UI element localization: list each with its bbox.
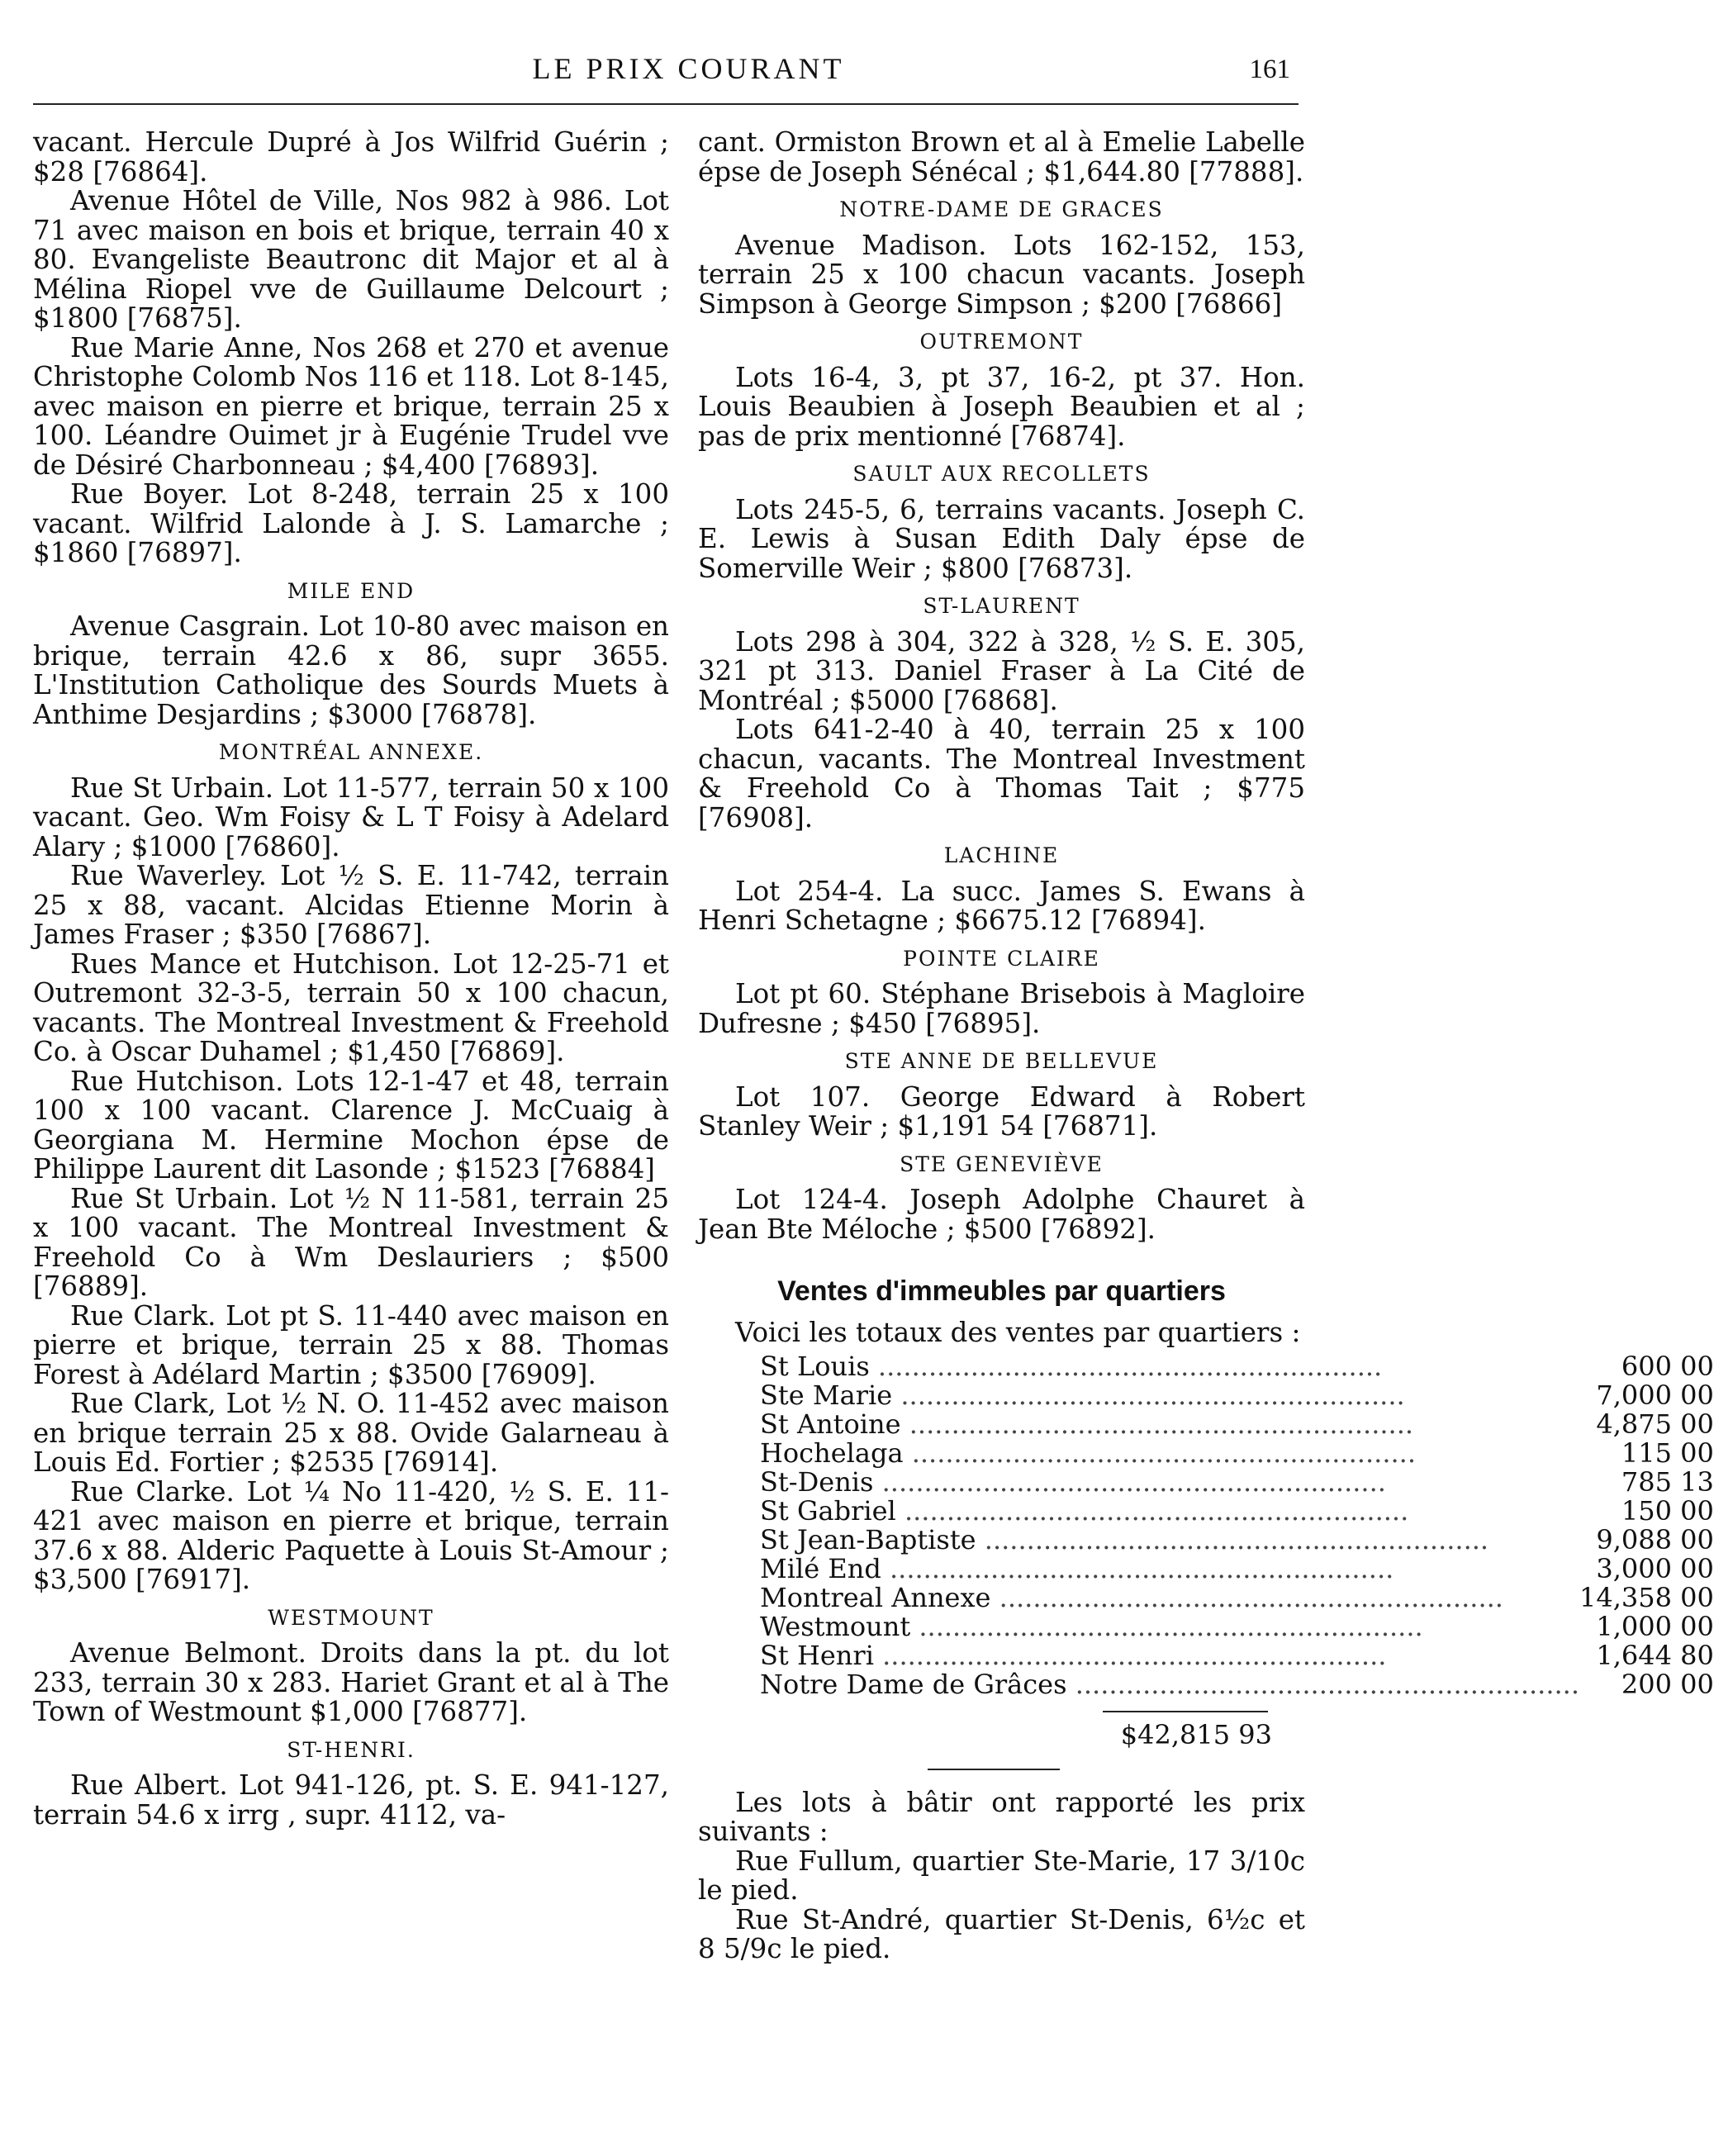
- paragraph: Rue Fullum, quartier Ste-Marie, 17 3/10c le pied.: [698, 1845, 1305, 1906]
- paragraph: Lot 107. George Edward à Robert Stanley Weir ; $1,191 54 [76871].: [698, 1080, 1305, 1142]
- quartier-label: St Jean-Baptiste: [760, 1524, 976, 1555]
- leader-dots: ............................................................: [881, 1553, 1394, 1584]
- leader-dots: ............................................................: [903, 1437, 1416, 1469]
- quartier-amount: 785 13: [1621, 1466, 1714, 1498]
- totals-row: [760, 1555, 1714, 1584]
- paragraph: Lot pt 60. Stéphane Brisebois à Magloire Dufresne ; $450 [76895].: [698, 978, 1305, 1039]
- quartier-amount: 1,000 00: [1596, 1611, 1714, 1642]
- paragraph: Rue Boyer. Lot 8-248, terrain 25 x 100 vacant. Wilfrid Lalonde à J. S. Lamarche ; $1860 [76897].: [33, 478, 669, 568]
- quartier-amount: 1,644 80: [1596, 1640, 1714, 1671]
- leader-dots: ............................................................: [869, 1351, 1383, 1382]
- paragraph: Rue Clarke. Lot ¼ No 11-420, ½ S. E. 11-421 avec maison en pierre et brique, terrain 37.6 x 88. Alderic Paquette à Louis St-Amour ; $3,500 [76917].: [33, 1475, 669, 1595]
- section-heading: ST-LAURENT: [923, 594, 1080, 618]
- paragraph: Les lots à bâtir ont rapporté les prix suivants :: [698, 1786, 1305, 1847]
- quartier-label: St Gabriel: [760, 1495, 896, 1527]
- section-heading: MILE END: [287, 578, 415, 603]
- quartier-name: [760, 1468, 1579, 1497]
- paragraph: Avenue Belmont. Droits dans la pt. du lot 233, terrain 30 x 283. Hariet Grant et al à The Town of Westmount $1,000 [76877].: [33, 1637, 669, 1727]
- paragraph: Lot 124-4. Joseph Adolphe Chauret à Jean Bte Méloche ; $500 [76892].: [698, 1184, 1305, 1245]
- quartier-name: [760, 1584, 1579, 1612]
- quartier-label: St-Denis: [760, 1466, 874, 1498]
- totals-row: [760, 1352, 1714, 1381]
- quartier-name: [760, 1439, 1579, 1468]
- paragraph: Lots 245-5, 6, terrains vacants. Joseph C. E. Lewis à Susan Edith Daly épse de Somerville Weir ; $800 [76873].: [698, 493, 1305, 584]
- quartier-label: Westmount: [760, 1611, 911, 1642]
- leader-dots: ............................................................: [892, 1380, 1405, 1411]
- paragraph: Rue St Urbain. Lot ½ N 11-581, terrain 25 x 100 vacant. The Montreal Investment & Freehold Co à Wm Deslauriers ; $500 [76889].: [33, 1182, 669, 1302]
- totals-row: [760, 1410, 1714, 1439]
- quartier-label: St Antoine: [760, 1408, 901, 1440]
- ventes-heading: Ventes d'immeubles par quartiers: [777, 1275, 1226, 1307]
- paragraph: vacant. Hercule Dupré à Jos Wilfrid Guérin ; $28 [76864].: [33, 126, 669, 188]
- divider: [928, 1769, 1060, 1770]
- paragraph: Avenue Madison. Lots 162-152, 153, terrain 25 x 100 chacun vacants. Joseph Simpson à George Simpson ; $200 [76866]: [698, 229, 1305, 320]
- leader-dots: ............................................................: [976, 1524, 1489, 1555]
- quartier-amount: 150 00: [1621, 1495, 1714, 1527]
- paragraph: Lots 16-4, 3, pt 37, 16-2, pt 37. Hon. Louis Beaubien à Joseph Beaubien et al ; pas de prix mentionné [76874].: [698, 361, 1305, 452]
- sum-rule: [1103, 1711, 1268, 1712]
- quartier-amount: 7,000 00: [1596, 1380, 1714, 1411]
- right-column: [698, 126, 1714, 1964]
- quartier-label: St Louis: [760, 1351, 870, 1382]
- totals-row: [760, 1670, 1714, 1699]
- section-heading: ST-HENRI.: [287, 1737, 415, 1762]
- leader-dots: ............................................................: [873, 1640, 1387, 1671]
- quartier-name: [760, 1670, 1579, 1699]
- totals-row: [760, 1526, 1714, 1555]
- quartier-name: [760, 1612, 1579, 1641]
- totals-row: [760, 1641, 1714, 1670]
- quartier-amount: 4,875 00: [1596, 1408, 1714, 1440]
- paragraph: Avenue Hôtel de Ville, Nos 982 à 986. Lot 71 avec maison en bois et brique, terrain 40 x 80. Evangeliste Beautronc dit Major et al à Mélina Riopel vve de Guillaume Delcourt ; $1800 [76875].: [33, 185, 669, 334]
- totals-table: [760, 1352, 1714, 1699]
- page-number: 161: [1249, 55, 1290, 84]
- section-heading: WESTMOUNT: [268, 1605, 434, 1630]
- paragraph: Lots 641-2-40 à 40, terrain 25 x 100 chacun, vacants. The Montreal Investment & Freehold Co à Thomas Tait ; $775 [76908].: [698, 714, 1305, 833]
- section-heading: STE ANNE DE BELLEVUE: [844, 1049, 1159, 1073]
- paragraph: Rue Waverley. Lot ½ S. E. 11-742, terrain 25 x 88, vacant. Alcidas Etienne Morin à James Fraser ; $350 [76867].: [33, 860, 669, 950]
- paragraph: cant. Ormiston Brown et al à Emelie Labelle épse de Joseph Sénécal ; $1,644.80 [77888].: [698, 126, 1305, 188]
- totals-row: [760, 1468, 1714, 1497]
- quartier-amount: 200 00: [1621, 1669, 1714, 1700]
- section-heading: MONTRÉAL ANNEXE.: [218, 740, 484, 764]
- totals-row: [760, 1497, 1714, 1526]
- paragraph: Avenue Casgrain. Lot 10-80 avec maison en brique, terrain 42.6 x 86, supr 3655. L'Institution Catholique des Sourds Muets à Anthime Desjardins ; $3000 [76878].: [33, 610, 669, 730]
- totals-row: [760, 1584, 1714, 1612]
- quartier-amount: 3,000 00: [1596, 1553, 1714, 1584]
- paragraph: Rue St-André, quartier St-Denis, 6½c et 8 5/9c le pied.: [698, 1903, 1305, 1964]
- paragraph: Rue Clark, Lot ½ N. O. 11-452 avec maison en brique terrain 25 x 88. Ovide Galarneau à Louis Ed. Fortier ; $2535 [76914].: [33, 1388, 669, 1478]
- quartier-name: [760, 1381, 1579, 1410]
- quartier-label: Milé End: [760, 1553, 881, 1584]
- quartier-amount: 9,088 00: [1596, 1524, 1714, 1555]
- leader-dots: ............................................................: [895, 1495, 1409, 1527]
- quartier-label: Montreal Annexe: [760, 1582, 991, 1613]
- section-heading: STE GENEVIÈVE: [900, 1152, 1104, 1176]
- total-sum: $42,815 93: [1120, 1719, 1272, 1750]
- paragraph: Rues Mance et Hutchison. Lot 12-25-71 et Outremont 32-3-5, terrain 50 x 100 chacun, vacants. The Montreal Investment & Freehold Co. à Oscar Duhamel ; $1,450 [76869].: [33, 947, 669, 1067]
- paragraph: Rue St Urbain. Lot 11-577, terrain 50 x 100 vacant. Geo. Wm Foisy & L T Foisy à Adelard Alary ; $1000 [76860].: [33, 772, 669, 862]
- quartier-amount: 14,358 00: [1579, 1582, 1714, 1613]
- section-heading: LACHINE: [943, 843, 1060, 867]
- section-heading: OUTREMONT: [919, 330, 1084, 354]
- paragraph: Rue Hutchison. Lots 12-1-47 et 48, terrain 100 x 100 vacant. Clarence J. McCuaig à Georgiana M. Hermine Mochon épse de Philippe Laurent dit Lasonde ; $1523 [76884]: [33, 1065, 669, 1185]
- quartier-label: Ste Marie: [760, 1380, 893, 1411]
- leader-dots: ............................................................: [873, 1466, 1386, 1498]
- leader-dots: ............................................................: [910, 1611, 1423, 1642]
- totals-row: [760, 1381, 1714, 1410]
- quartier-amount: 600 00: [1621, 1351, 1714, 1382]
- quartier-amount: 115 00: [1621, 1437, 1714, 1469]
- totals-row: [760, 1612, 1714, 1641]
- paragraph: Rue Albert. Lot 941-126, pt. S. E. 941-127, terrain 54.6 x irrg , supr. 4112, va-: [33, 1769, 669, 1831]
- leader-dots: ............................................................: [1066, 1669, 1580, 1700]
- quartier-name: [760, 1526, 1579, 1555]
- paragraph: Rue Clark. Lot pt S. 11-440 avec maison en pierre et brique, terrain 25 x 88. Thomas Forest à Adélard Martin ; $3500 [76909].: [33, 1299, 669, 1390]
- leader-dots: ............................................................: [990, 1582, 1503, 1613]
- quartier-name: [760, 1555, 1579, 1584]
- paragraph: Rue Marie Anne, Nos 268 et 270 et avenue Christophe Colomb Nos 116 et 118. Lot 8-145, avec maison en pierre et brique, terrain 25 x 100. Léandre Ouimet jr à Eugénie Trudel vve de Désiré Charbonneau ; $4,400 [76893].: [33, 331, 669, 481]
- section-heading: NOTRE-DAME DE GRACES: [839, 197, 1164, 221]
- quartier-name: [760, 1497, 1579, 1526]
- paragraph: Lot 254-4. La succ. James S. Ewans à Henri Schetagne ; $6675.12 [76894].: [698, 875, 1305, 936]
- page-header: [0, 51, 1377, 101]
- leader-dots: ............................................................: [900, 1408, 1414, 1440]
- paragraph: Lots 298 à 304, 322 à 328, ½ S. E. 305, 321 pt 313. Daniel Fraser à La Cité de Montréal ; $5000 [76868].: [698, 625, 1305, 716]
- totals-row: [760, 1439, 1714, 1468]
- header-rule: [33, 103, 1299, 105]
- quartier-name: [760, 1410, 1579, 1439]
- section-heading: SAULT AUX RECOLLETS: [852, 462, 1151, 486]
- left-column: [33, 128, 669, 1830]
- quartier-label: Hochelaga: [760, 1437, 904, 1469]
- running-title: LE PRIX COURANT: [532, 52, 845, 85]
- quartier-label: St Henri: [760, 1640, 874, 1671]
- ventes-intro: Voici les totaux des ventes par quartiers :: [735, 1316, 1301, 1348]
- section-heading: POINTE CLAIRE: [903, 946, 1100, 971]
- quartier-name: [760, 1641, 1579, 1670]
- quartier-name: [760, 1352, 1579, 1381]
- quartier-label: Notre Dame de Grâces: [760, 1669, 1067, 1700]
